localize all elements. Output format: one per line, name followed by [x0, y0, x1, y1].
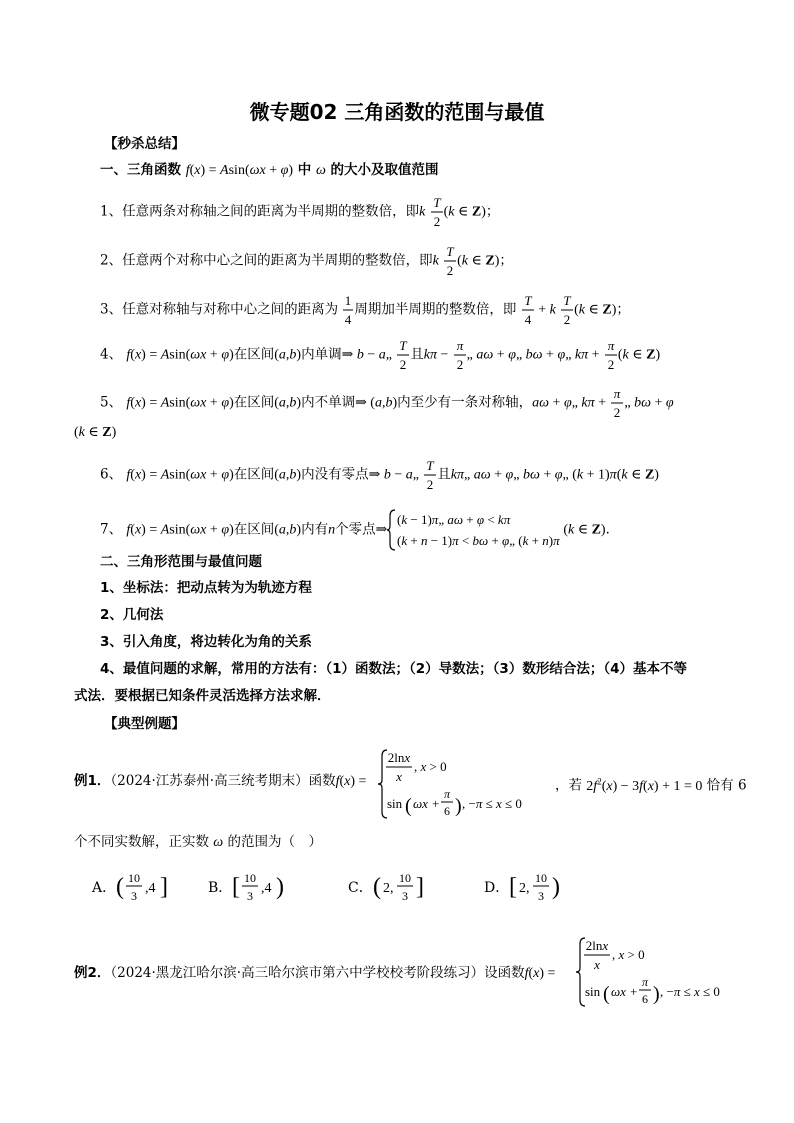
- example-2-prefix: 例2．: [74, 965, 111, 981]
- svg-text:2: 2: [426, 477, 434, 492]
- example-1-condition: ，若 $2f^2(x) - 3f(x) + 1 = 0$ 恰有 6: [555, 776, 747, 794]
- svg-text:x: x: [396, 769, 402, 784]
- svg-text:[: [: [509, 874, 518, 900]
- example-1-source: （2024·江苏泰州·高三统考期末）函数: [110, 773, 336, 789]
- svg-text:, −π ≤ x ≤ 0: , −π ≤ x ≤ 0: [462, 796, 522, 811]
- svg-text:T: T: [524, 293, 532, 308]
- svg-text:(: (: [603, 983, 610, 1005]
- option-c-interval: [373, 868, 429, 906]
- svg-text:[: [: [232, 874, 241, 900]
- cases-brace: [387, 508, 563, 552]
- svg-text:2lnx: 2lnx: [387, 750, 411, 765]
- example-2-piecewise: [576, 936, 752, 1008]
- part1-heading: 一、三角函数 f(x) = Asin(ωx + φ) 中 ω 的大小及取值范围: [100, 162, 439, 178]
- svg-text:): ): [455, 795, 462, 817]
- svg-text:π: π: [456, 338, 463, 353]
- svg-text:3: 3: [247, 889, 254, 903]
- svg-text:3: 3: [131, 889, 138, 903]
- item-4: 4、 f(x) = Asin(ωx + φ)在区间(a,b)内单调⇒ b − a„ T 2 且kπ − π 2 „ aω + φ„ bω + φ„ kπ + π 2 (k ∈ Z): [100, 338, 661, 372]
- item-7: 7、 f(x) = Asin(ωx + φ)在区间(a,b)内有n个零点⇒ (k − 1)π„ aω + φ < kπ (k + n − 1)π < bω + φ„ (k + n)π (k ∈ Z)．: [100, 508, 619, 552]
- option-a[interactable]: A． ( 10 3 ,4 ]: [92, 868, 172, 906]
- svg-text:): ): [653, 983, 660, 1005]
- fraction-1-over-4: [342, 293, 354, 327]
- part2-item-3: 3、引入角度，将边转化为角的关系: [100, 634, 312, 650]
- svg-text:6: 6: [642, 992, 648, 1006]
- option-d-interval: [509, 868, 565, 906]
- svg-text:T: T: [446, 244, 454, 259]
- example-1-question-line2: 个不同实数解，正实数 ω 的范围为（ ）: [74, 834, 322, 850]
- example-2-source: （2024·黑龙江哈尔滨·高三哈尔滨市第六中学校校考阶段练习）设函数: [110, 965, 525, 981]
- svg-text:(: (: [405, 795, 412, 817]
- fraction-t-over-2: [430, 195, 444, 229]
- part2-item-2: 2、几何法: [100, 607, 164, 623]
- svg-text:T: T: [563, 293, 571, 308]
- svg-text:2: 2: [456, 357, 463, 372]
- option-d[interactable]: D． [ 2, 10 3 ): [484, 868, 565, 906]
- item-6: 6、 f(x) = Asin(ωx + φ)在区间(a,b)内没有零点⇒ b − a„ T 2 且kπ„ aω + φ„ bω + φ„ (k + 1)π(k ∈ Z): [100, 458, 659, 492]
- svg-text:π: π: [641, 975, 649, 989]
- example-1-piecewise: [378, 748, 554, 820]
- svg-text:10: 10: [244, 871, 257, 885]
- svg-text:10: 10: [535, 871, 548, 885]
- svg-text:2lnx: 2lnx: [585, 938, 609, 953]
- option-b[interactable]: B． [ 10 3 ,4 ): [208, 868, 288, 906]
- svg-text:, x > 0: , x > 0: [612, 947, 645, 962]
- part2-heading: 二、三角形范围与最值问题: [100, 554, 262, 570]
- svg-text:π: π: [614, 386, 621, 401]
- svg-text:(k + n − 1)π < bω + φ„ (k + n): (k + n − 1)π < bω + φ„ (k + n)π: [397, 533, 560, 548]
- svg-text:2: 2: [399, 357, 407, 372]
- svg-text:sin: sin: [585, 984, 601, 999]
- fraction-t-over-2: [560, 293, 574, 327]
- part2-item-4-continuation: 式法．要根据已知条件灵活选择方法求解．: [74, 688, 331, 704]
- option-a-interval: [116, 868, 172, 906]
- part2-item-1: 1、坐标法：把动点转为为轨迹方程: [100, 580, 312, 596]
- svg-text:T: T: [399, 338, 407, 353]
- svg-text:sin: sin: [387, 796, 403, 811]
- svg-text:10: 10: [128, 871, 141, 885]
- svg-text:10: 10: [398, 871, 411, 885]
- svg-text:, x > 0: , x > 0: [414, 759, 447, 774]
- fraction-pi-over-2: [604, 338, 618, 372]
- summary-heading: 【秒杀总结】: [104, 136, 185, 152]
- svg-text:(k − 1)π„ aω + φ < kπ: (k − 1)π„ aω + φ < kπ: [397, 512, 511, 527]
- svg-text:6: 6: [444, 804, 450, 818]
- item-1: 1、任意两条对称轴之间的距离为半周期的整数倍，即k T 2 (k ∈ Z)；: [100, 195, 500, 229]
- svg-text:3: 3: [401, 889, 408, 903]
- svg-text:2,: 2,: [519, 881, 530, 896]
- fraction-t-over-2: [423, 458, 437, 492]
- svg-text:): ): [552, 874, 561, 900]
- fraction-pi-over-2: [610, 386, 624, 420]
- example-2-question: 例2．（2024·黑龙江哈尔滨·高三哈尔滨市第六中学校校考阶段练习）设函数f(x) =: [74, 965, 556, 981]
- svg-text:,4: ,4: [145, 881, 156, 896]
- svg-text:1: 1: [345, 293, 352, 308]
- page-title: 微专题02 三角函数的范围与最值: [249, 100, 545, 124]
- option-b-interval: [232, 868, 288, 906]
- item-2: 2、任意两个对称中心之间的距离为半周期的整数倍，即k T 2 (k ∈ Z)；: [100, 244, 513, 278]
- svg-text:+: +: [630, 984, 638, 999]
- svg-text:ωx: ωx: [611, 984, 626, 999]
- fraction-pi-over-2: [453, 338, 467, 372]
- example-1-options: [92, 868, 692, 908]
- svg-text:T: T: [426, 458, 434, 473]
- fraction-t-over-2: [396, 338, 410, 372]
- part2-item-4: 4、最值问题的求解，常用的方法有：（1）函数法；（2）导数法；（3）数形结合法；（4）基本不等: [100, 661, 687, 677]
- svg-text:2: 2: [614, 405, 621, 420]
- svg-text:x: x: [594, 957, 600, 972]
- svg-text:2: 2: [563, 312, 571, 327]
- svg-text:π: π: [443, 787, 451, 801]
- svg-text:, −π ≤ x ≤ 0: , −π ≤ x ≤ 0: [660, 984, 720, 999]
- svg-text:4: 4: [345, 312, 352, 327]
- svg-text:(: (: [116, 874, 125, 900]
- svg-text:3: 3: [538, 889, 545, 903]
- svg-text:2,: 2,: [382, 881, 394, 896]
- svg-text:]: ]: [415, 874, 424, 900]
- option-c[interactable]: C． ( 2, 10 3 ]: [348, 868, 429, 906]
- svg-text:ωx: ωx: [413, 796, 428, 811]
- item-5-continuation: (k ∈ Z): [74, 425, 117, 440]
- svg-text:2: 2: [446, 263, 454, 278]
- svg-text:(: (: [372, 874, 381, 900]
- svg-text:+: +: [432, 796, 440, 811]
- svg-text:T: T: [432, 195, 441, 210]
- svg-text:2: 2: [433, 214, 440, 229]
- svg-text:π: π: [607, 338, 615, 353]
- item-5: 5、 f(x) = Asin(ωx + φ)在区间(a,b)内不单调⇒ (a,b)内至少有一条对称轴，aω + φ„ kπ + π 2 „ bω + φ: [100, 386, 674, 420]
- examples-heading: 【典型例题】: [104, 716, 185, 732]
- fraction-t-over-4: [521, 293, 535, 327]
- svg-text:): ): [276, 874, 285, 900]
- svg-text:2: 2: [607, 357, 615, 372]
- example-1-prefix: 例1．: [74, 773, 111, 789]
- example-1-question: 例1．（2024·江苏泰州·高三统考期末）函数f(x) =: [74, 773, 367, 789]
- fraction-t-over-2: [443, 244, 457, 278]
- svg-text:4: 4: [524, 312, 531, 327]
- svg-text:,4: ,4: [261, 881, 272, 896]
- item-3: 3、任意对称轴与对称中心之间的距离为 1 4 周期加半周期的整数倍，即 T 4 + k T 2 (k ∈ Z)；: [100, 293, 630, 327]
- svg-text:]: ]: [160, 874, 169, 900]
